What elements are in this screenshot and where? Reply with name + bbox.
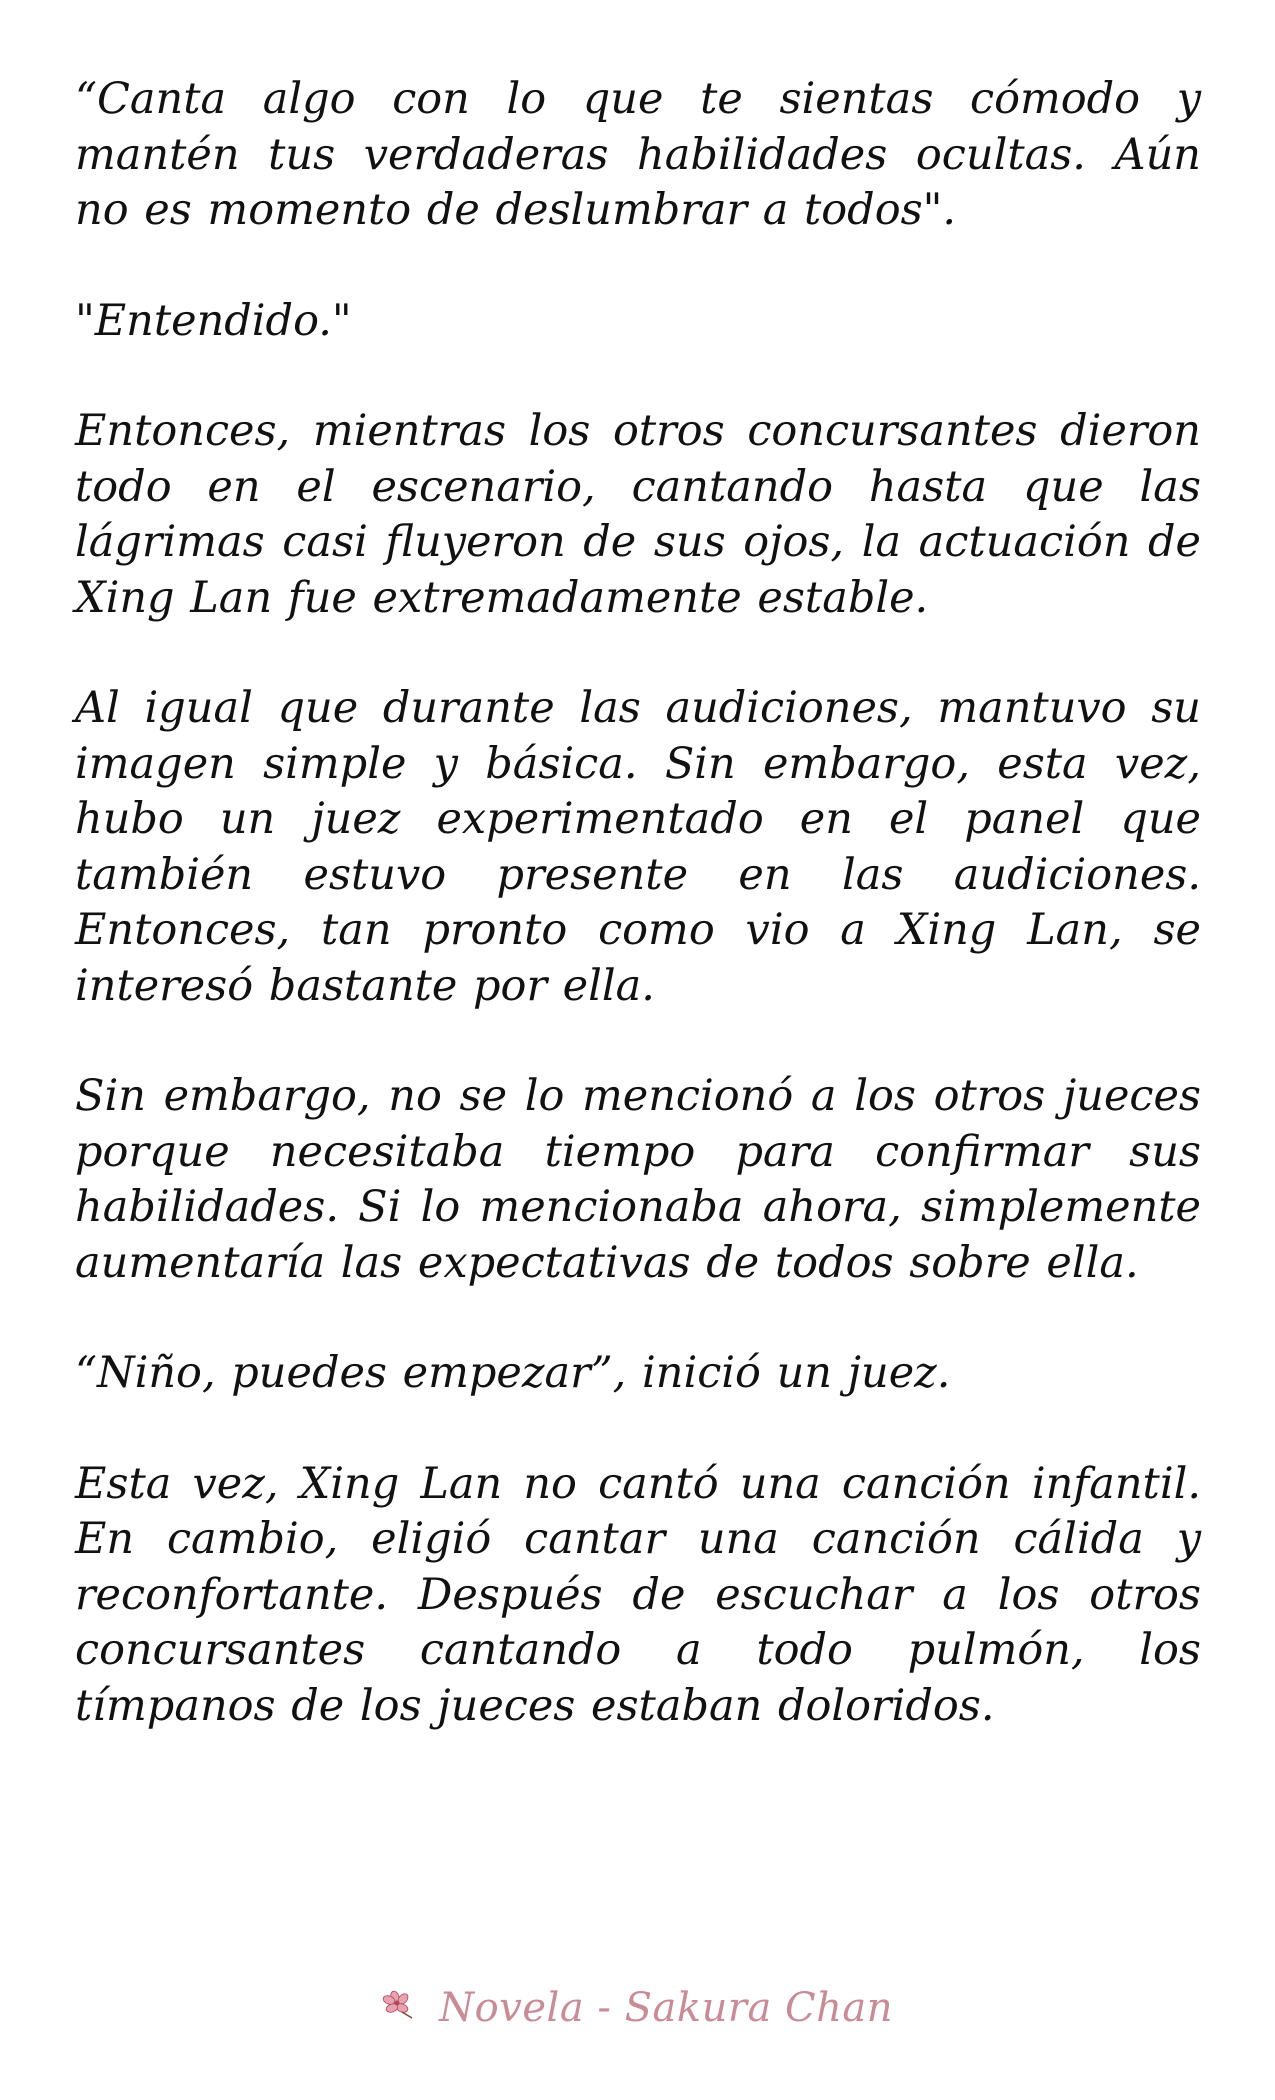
paragraph-2: "Entendido." (75, 295, 352, 346)
paragraph-6: “Niño, puedes empezar”, inició un juez. (75, 1348, 951, 1398)
document-body (75, 72, 1201, 1789)
paragraph-5: Sin embargo, no se lo mencionó a los otros jueces porque necesitaba tiempo para confirmar sus habilidades. Si lo mencionaba ahora, simplemente aumentaría las expectativas de todos sobre ella. (75, 1071, 1201, 1288)
paragraph-1: “Canta algo con lo que te sientas cómodo y mantén tus verdaderas habilidades ocultas. Aún no es momento de deslumbrar a todos". (75, 74, 1201, 235)
watermark-footer (0, 1985, 1275, 2031)
paragraph-4: Al igual que durante las audiciones, mantuvo su imagen simple y básica. Sin embargo, esta vez, hubo un juez experimentado en el panel que también estuvo presente en las audiciones. Entonces, tan pronto como vio a Xing Lan, se interesó bastante por ella. (75, 683, 1201, 1011)
paragraph-3: Entonces, mientras los otros concursantes dieron todo en el escenario, cantando hasta que las lágrimas casi fluyeron de sus ojos, la actuación de Xing Lan fue extremadamente estable. (75, 406, 1201, 623)
sakura-flower-icon (382, 1984, 416, 2030)
footer-text: Novela - Sakura Chan (439, 1985, 894, 2031)
paragraph-7: Esta vez, Xing Lan no cantó una canción infantil. En cambio, eligió cantar una canción cálida y reconfortante. Después de escuchar a los otros concursantes cantando a todo pulmón, los tímpanos de los jueces estaban doloridos. (75, 1458, 1201, 1731)
